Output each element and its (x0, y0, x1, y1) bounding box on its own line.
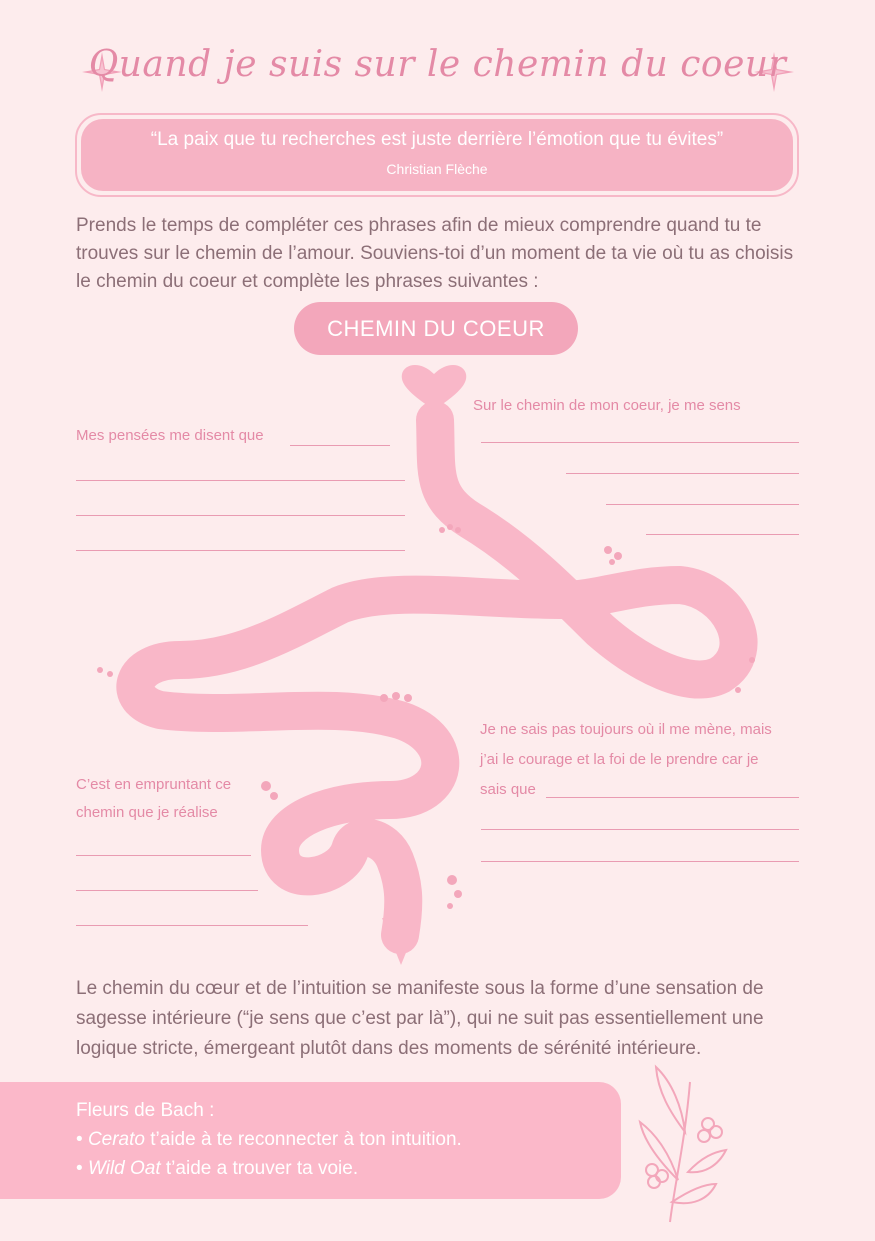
answer-line[interactable] (481, 442, 799, 443)
heart-icon (400, 362, 468, 412)
flower-sprig-icon (440, 866, 468, 916)
answer-line[interactable] (606, 504, 799, 505)
prompt-courage-3: sais que (480, 781, 536, 798)
flower-sprig-icon (728, 650, 762, 700)
bach-heading: Fleurs de Bach : (76, 1100, 215, 1121)
quote-text: “La paix que tu recherches est juste derrière l’émotion que tu évites” (150, 129, 724, 150)
answer-line[interactable] (546, 797, 799, 798)
answer-line[interactable] (76, 480, 405, 481)
page-title: Quand je suis sur le chemin du coeur (88, 44, 787, 85)
flower-sprig-icon (256, 776, 284, 806)
prompt-realise-1: C’est en empruntant ce (76, 776, 232, 793)
prompt-realise-2: chemin que je réalise (76, 804, 218, 821)
section-label: CHEMIN DU COEUR (294, 302, 578, 355)
bach-item: • Wild Oat t’aide a trouver ta voie. (76, 1158, 359, 1179)
answer-line[interactable] (76, 925, 308, 926)
answer-line[interactable] (76, 890, 258, 891)
quote-author: Christian Flèche (386, 161, 488, 177)
answer-line[interactable] (76, 550, 405, 551)
flower-sprig-icon (94, 662, 120, 684)
answer-line[interactable] (76, 855, 251, 856)
answer-line[interactable] (290, 445, 390, 446)
flower-sprig-icon (436, 518, 466, 540)
answer-line[interactable] (646, 534, 799, 535)
answer-line[interactable] (76, 515, 405, 516)
flower-sprig-icon (600, 540, 630, 570)
floral-branch-icon (630, 1062, 730, 1227)
prompt-courage-2: j’ai le courage et la foi de le prendre car je (480, 751, 759, 768)
answer-line[interactable] (566, 473, 799, 474)
prompt-thoughts: Mes pensées me disent que (76, 427, 264, 444)
answer-line[interactable] (481, 829, 799, 830)
flower-sprig-icon (378, 688, 418, 708)
outro-paragraph: Le chemin du cœur et de l’intuition se manifeste sous la forme d’une sensation de sagesse intérieure (“je sens que c’est par là”), qui ne suit pas essentiellement une logique stricte, émergeant plutôt dans des moments de sérénité intérieure. (76, 978, 764, 1059)
answer-line[interactable] (481, 861, 799, 862)
bach-item: • Cerato t’aide à te reconnecter à ton intuition. (76, 1129, 462, 1150)
intro-paragraph: Prends le temps de compléter ces phrases afin de mieux comprendre quand tu te trouves sur le chemin de l’amour. Souviens-toi d’un moment de ta vie où tu as choisis le chemin du coeur et complète les phrases suivantes : (76, 215, 794, 292)
prompt-feel: Sur le chemin de mon coeur, je me sens (473, 397, 741, 414)
prompt-courage-1: Je ne sais pas toujours où il me mène, mais (480, 721, 772, 738)
